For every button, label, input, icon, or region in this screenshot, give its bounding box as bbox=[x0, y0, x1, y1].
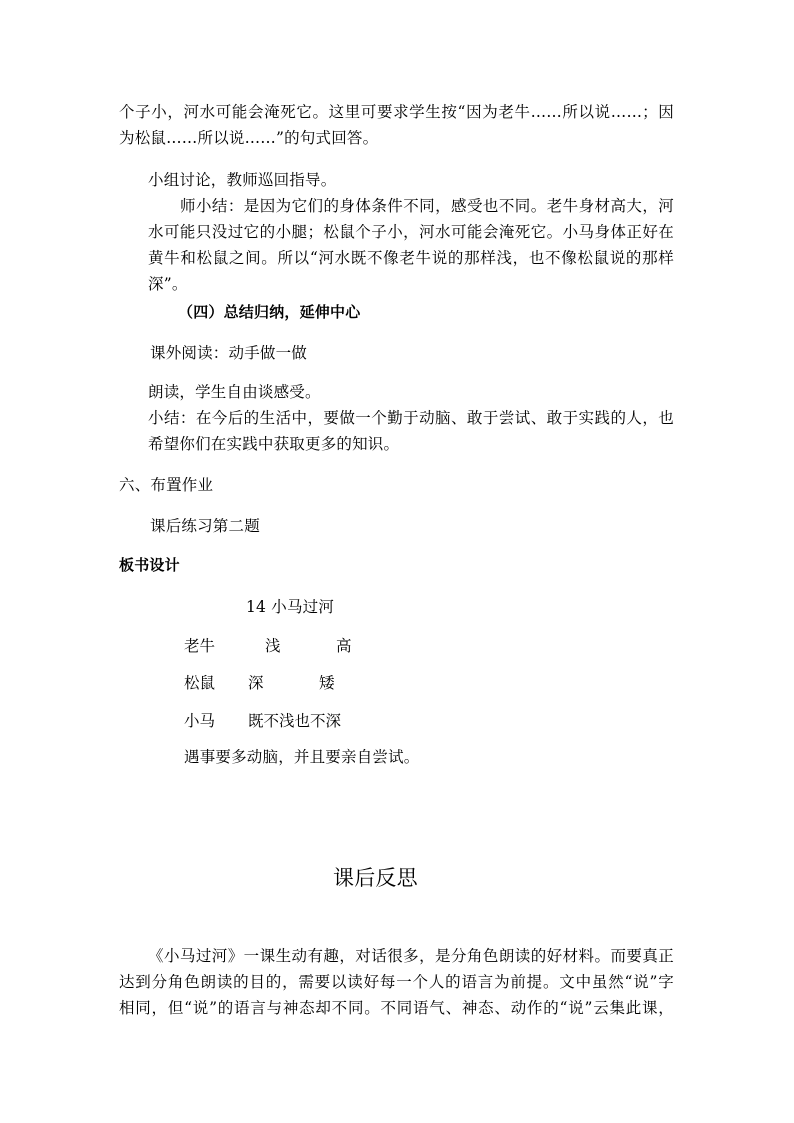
paragraph-1-line-1: 个子小，河水可能会淹死它。这里可要求学生按“因为老牛……所以说……；因 bbox=[119, 103, 674, 121]
board-animal: 老牛 bbox=[184, 637, 216, 655]
reflection-title: 课后反思 bbox=[333, 866, 418, 890]
board-animal: 松鼠 bbox=[184, 674, 216, 692]
reflection-line-1: 《小马过河》一课生动有趣，对话很多，是分角色朗读的好材料。而要真正 bbox=[148, 947, 674, 965]
teacher-summary-line-1: 师小结：是因为它们的身体条件不同，感受也不同。老牛身材高大，河 bbox=[180, 197, 674, 215]
board-design-heading: 板书设计 bbox=[119, 556, 180, 574]
homework: 课后练习第二题 bbox=[150, 517, 260, 535]
paragraph-1-line-2: 为松鼠……所以说……”的句式回答。 bbox=[119, 129, 379, 147]
reflection-line-2: 达到分角色朗读的目的，需要以读好每一个人的语言为前提。文中虽然“说”字 bbox=[119, 973, 674, 991]
board-col-2: 深 bbox=[248, 674, 264, 692]
reading-aloud: 朗读，学生自由谈感受。 bbox=[148, 383, 321, 401]
board-col-2: 既不浅也不深 bbox=[248, 712, 342, 730]
teacher-summary-line-2: 水可能只没过它的小腿；松鼠个子小，河水可能会淹死它。小马身体正好在 bbox=[148, 223, 674, 241]
board-animal: 小马 bbox=[184, 712, 216, 730]
board-col-3: 高 bbox=[336, 637, 352, 655]
board-col-3: 矮 bbox=[319, 674, 335, 692]
lesson-title: 14 小马过河 bbox=[246, 598, 335, 616]
board-col-2: 浅 bbox=[265, 637, 281, 655]
board-moral: 遇事要多动脑，并且要亲自尝试。 bbox=[184, 748, 420, 766]
reflection-line-3: 相同，但“说”的语言与神态却不同。不同语气、神态、动作的“说”云集此课， bbox=[119, 999, 674, 1017]
extra-reading: 课外阅读：动手做一做 bbox=[150, 344, 308, 362]
section-4-heading: （四）总结归纳，延伸中心 bbox=[178, 303, 361, 321]
section-6-heading: 六、布置作业 bbox=[119, 476, 214, 494]
summary-line-1: 小结：在今后的生活中，要做一个勤于动脑、敢于尝试、敢于实践的人，也 bbox=[148, 409, 674, 427]
teacher-summary-line-4: 深”。 bbox=[148, 275, 188, 293]
group-discussion: 小组讨论，教师巡回指导。 bbox=[148, 171, 337, 189]
summary-line-2: 希望你们在实践中获取更多的知识。 bbox=[148, 435, 400, 453]
teacher-summary-line-3: 黄牛和松鼠之间。所以“河水既不像老牛说的那样浅，也不像松鼠说的那样 bbox=[148, 249, 674, 267]
